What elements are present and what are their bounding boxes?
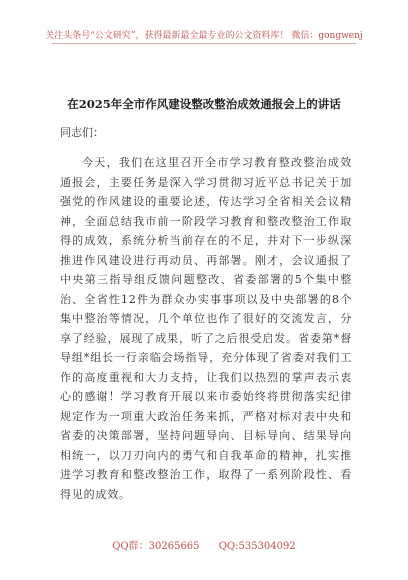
footer-qq-group: QQ群：30265665 xyxy=(112,541,200,552)
header-promo-note: 关注头条号“公文研究”，获得最新最全最专业的公文资料库！ 微信：gongwenj xyxy=(45,31,363,41)
salutation: 同志们： xyxy=(60,126,104,139)
footer-qq: QQ:535304092 xyxy=(218,541,296,552)
header-divider xyxy=(52,43,356,44)
footer-contact xyxy=(0,537,408,552)
document-title: 在2025年全市作风建设整改整治成效通报会上的讲话 xyxy=(67,97,341,111)
body-paragraph: 今天，我们在这里召开全市学习教育整改整治成效通报会，主要任务是深入学习贯彻习近平总书记关于加强党的作风建设的重要论述，传达学习全省相关会议精神，全面总结我市前一阶段学习教育和整改整治工作取得的成效，系统分析当前存在的不足，并对下一步纵深推进作风建设进行再动员、再部署。刚才，会议通报了中央第三指导组反馈问题整改、省委部署的5个集中整治、全省性12件为群众办实事事项以及中央部署的8个集中整治等情况，几个单位也作了很好的交流发言，分享了经验，展现了成果，听了之后很受启发。省委第*督导组*组长一行亲临会场指导，充分体现了省委对我们工作的高度重视和大力支持，让我们以热烈的掌声表示衷心的感谢！学习教育开展以来市委始终将贯彻落实纪律规定作为一项重大政治任务来抓，严格对标对表中央和省委的决策部署，坚持问题导向、目标导向、结果导向相统一，以刀刃向内的勇气和自我革命的精神，扎实推进学习教育和整改整治工作，取得了一系列阶段性、看得见的成效。 xyxy=(60,156,352,501)
